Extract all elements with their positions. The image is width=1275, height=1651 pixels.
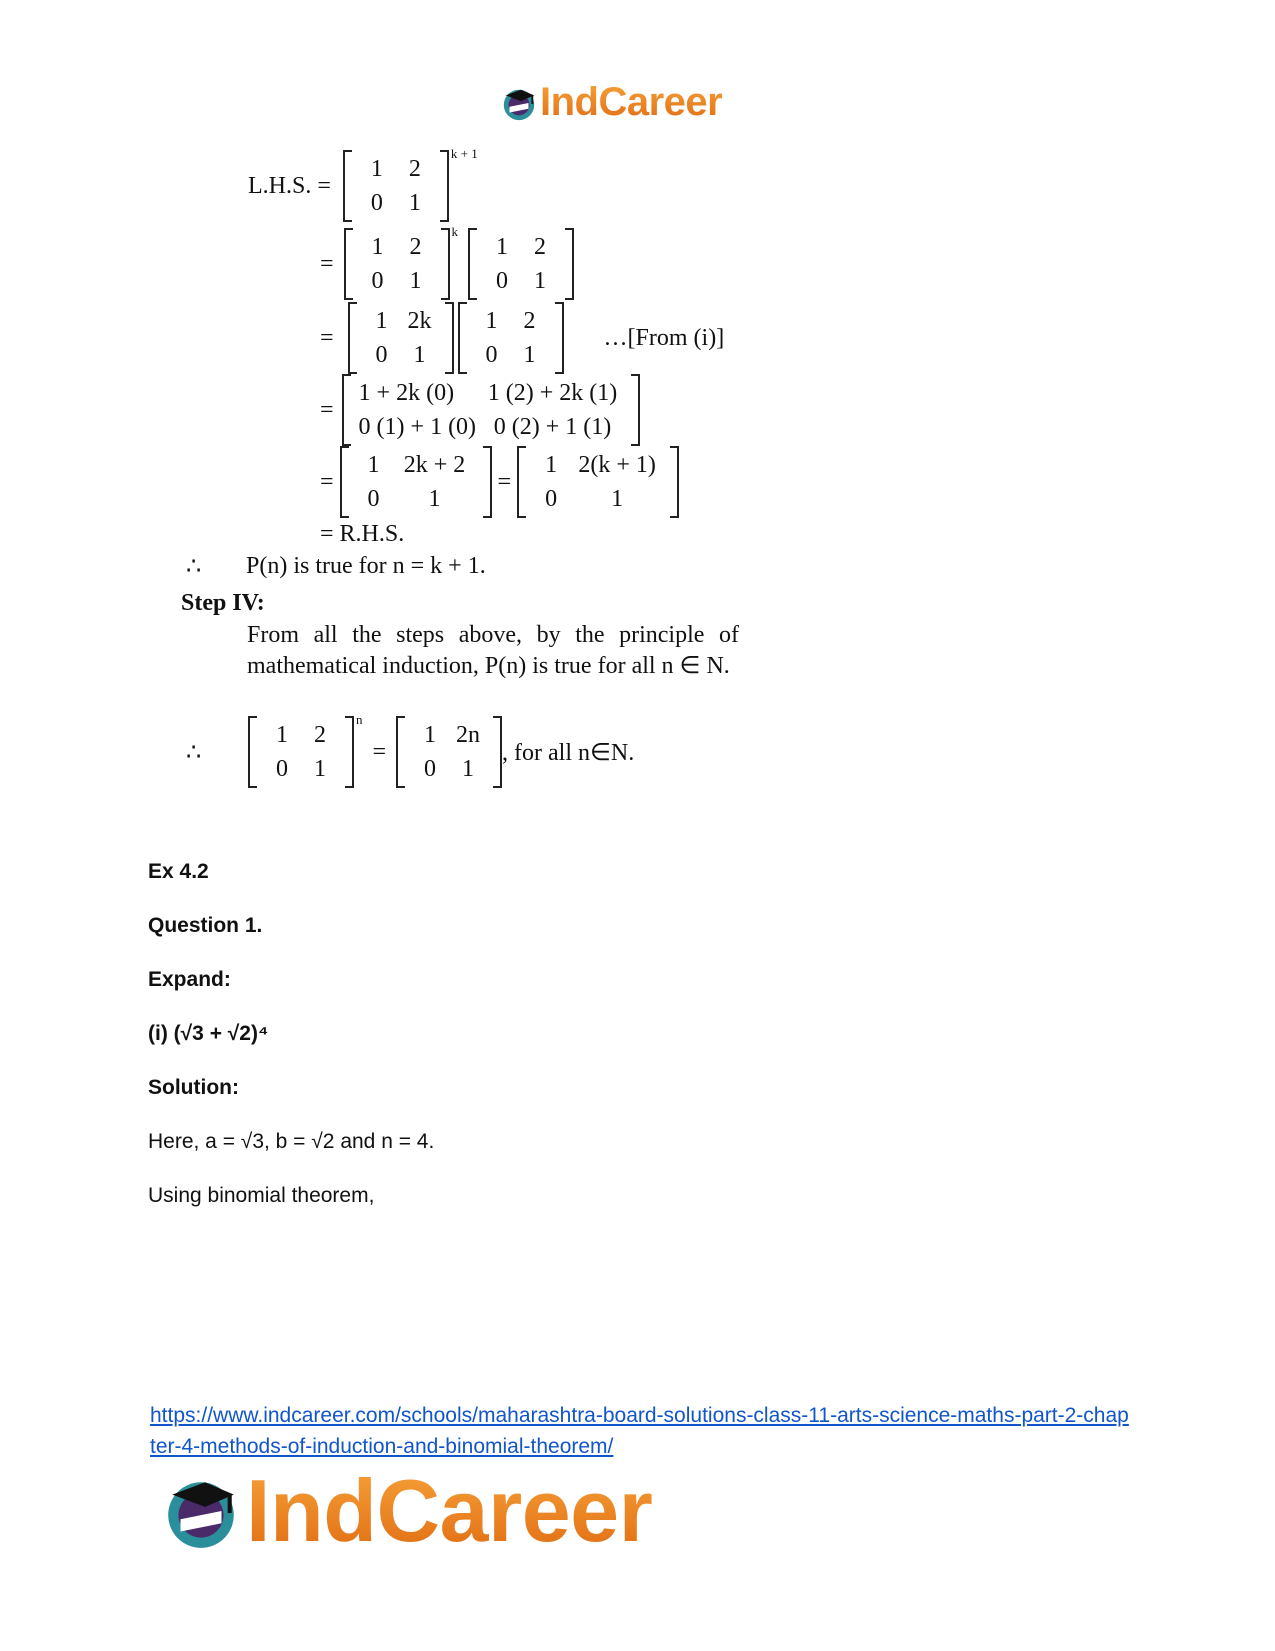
matrix: 1 2(k + 1) 0 1 <box>517 446 679 518</box>
matrix: 1 2 0 1 <box>343 150 449 222</box>
lhs-label: L.H.S. = <box>248 172 331 199</box>
matrix: 1 2 0 1 <box>458 302 564 374</box>
conclusion-row: ∴ P(n) is true for n = k + 1. <box>186 553 486 580</box>
solution-label: Solution: <box>148 1076 239 1099</box>
reference-note: …[From (i)] <box>603 324 725 351</box>
step4-text: From all the steps above, by the principle of mathematical induction, P(n) is true for all n ∈ N. <box>247 622 739 679</box>
question-heading: Question 1. <box>148 914 263 937</box>
exponent: k + 1 <box>450 146 478 161</box>
matrix: 1 + 2k (0) 1 (2) + 2k (1) 0 (1) + 1 (0) 0 (2) + 1 (1) <box>342 374 640 446</box>
expand-label: Expand: <box>148 968 231 991</box>
matrix: 1 2 0 1 <box>468 228 574 300</box>
final-result-row: ∴ 1 2 0 1 n = 1 2n 0 1 , for all n∈N. <box>186 716 634 788</box>
step4-heading: Step IV: <box>181 590 265 616</box>
logo-text: IndCareer <box>246 1461 653 1560</box>
step-row-2: = 1 2 0 1 k 1 2 0 1 <box>320 228 574 300</box>
exponent: k <box>451 224 459 239</box>
exponent: n <box>356 712 363 727</box>
question-part-i: (i) (√3 + √2)⁴ <box>148 1022 269 1045</box>
graduation-cap-icon <box>160 1470 242 1552</box>
matrix: 1 2n 0 1 <box>396 716 502 788</box>
header-logo <box>500 80 722 125</box>
matrix: 1 2k + 2 0 1 <box>340 446 492 518</box>
exercise-heading: Ex 4.2 <box>148 860 209 883</box>
footer-logo <box>160 1460 652 1562</box>
rhs-row: = R.H.S. <box>320 521 405 547</box>
matrix: 1 2 0 1 <box>344 228 450 300</box>
matrix: 1 2 0 1 <box>248 716 354 788</box>
matrix: 1 2k 0 1 <box>348 302 454 374</box>
step-row-5: = 1 2k + 2 0 1 = 1 2(k + 1) 0 1 <box>320 446 679 518</box>
lhs-row <box>248 146 478 222</box>
given-values: Here, a = √3, b = √2 and n = 4. <box>148 1130 435 1153</box>
source-url-link[interactable]: https://www.indcareer.com/schools/maharashtra-board-solutions-class-11-arts-science-maths-part-2-chapter-4-methods-of-induction-and-binomial-theorem/ <box>150 1404 1129 1458</box>
method-line: Using binomial theorem, <box>148 1184 375 1207</box>
step-row-3: = 1 2k 0 1 1 2 0 1 …[From (i)] <box>320 302 724 374</box>
graduation-cap-icon <box>500 84 538 122</box>
therefore-symbol: ∴ <box>186 739 202 766</box>
therefore-symbol: ∴ <box>186 554 202 580</box>
logo-text: IndCareer <box>540 80 723 124</box>
step-row-4: = 1 + 2k (0) 1 (2) + 2k (1) 0 (1) + 1 (0) 0 (2) + 1 (1) <box>320 374 640 446</box>
